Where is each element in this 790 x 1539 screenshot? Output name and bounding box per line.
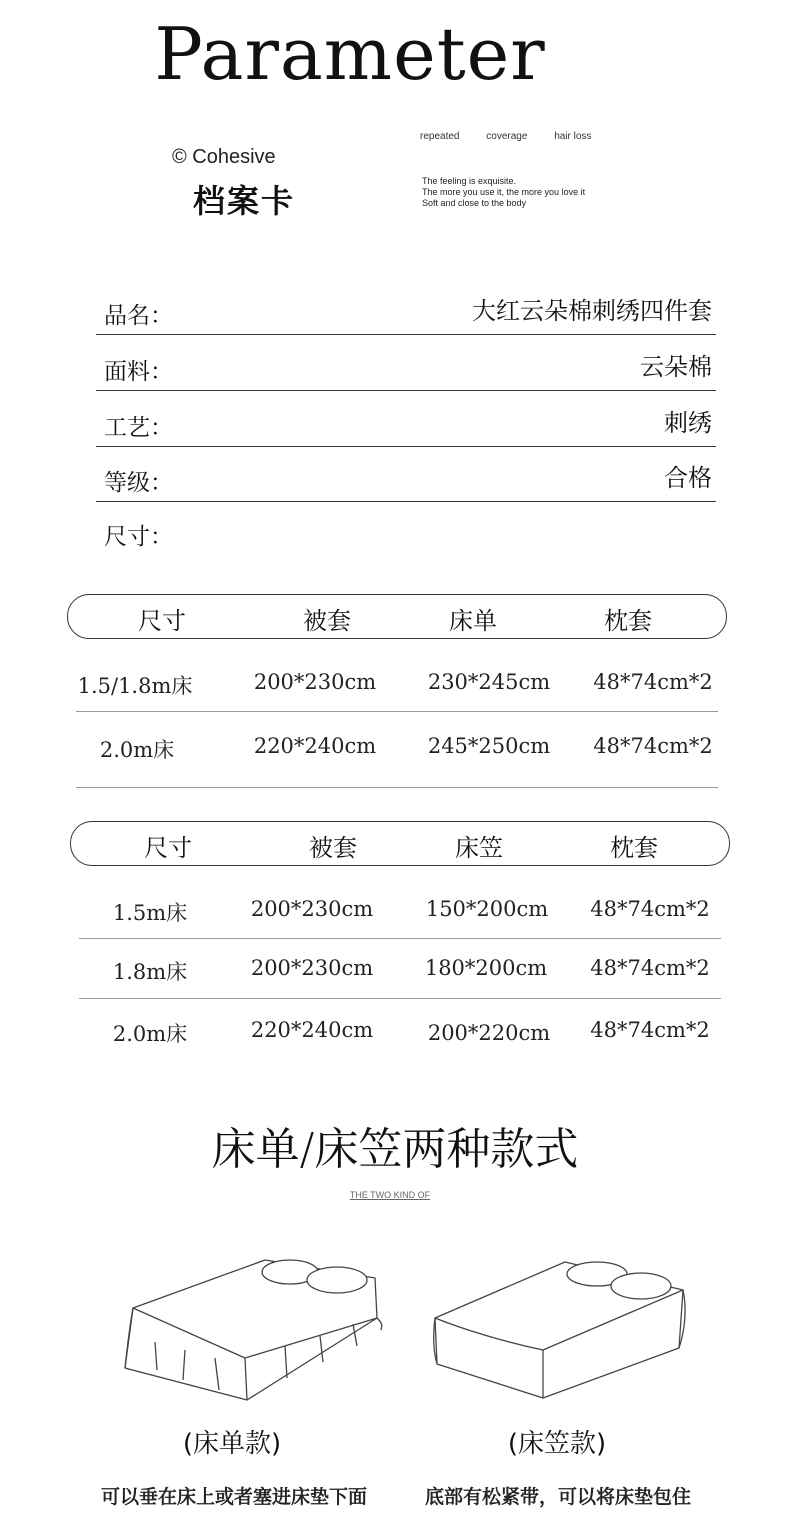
param-value: 云朵棉 [640, 353, 712, 381]
table-cell: 230*245cm [427, 670, 551, 694]
row-divider [76, 787, 718, 788]
param-value: 合格 [664, 464, 712, 492]
table-cell: 48*74cm*2 [590, 897, 710, 921]
param-row-fabric [96, 348, 716, 391]
param-row-size [96, 513, 716, 555]
table1-header-cell: 尺寸 [138, 607, 186, 635]
table-cell: 220*240cm [253, 734, 377, 758]
row-divider [76, 711, 718, 712]
table-row [0, 897, 790, 927]
page-title: Parameter [154, 12, 546, 96]
table2-header-cell: 被套 [309, 834, 357, 862]
table-row [0, 734, 790, 764]
table2-header-labels [70, 828, 730, 862]
table-cell: 150*200cm [425, 897, 549, 921]
table-cell: 48*74cm*2 [590, 956, 710, 980]
table-row [0, 956, 790, 986]
styles-title: 床单/床笠两种款式 [211, 1124, 579, 1175]
table-cell: 48*74cm*2 [593, 734, 713, 758]
styles-subtitle: THE TWO KIND OF [349, 1190, 431, 1200]
table-cell: 1.5/1.8m床 [77, 674, 193, 698]
tag-item: coverage [486, 131, 528, 142]
tagline: The feeling is exquisite. [422, 176, 517, 186]
flat-sheet-illustration [115, 1250, 390, 1410]
tagline: Soft and close to the body [422, 198, 527, 208]
tagline: The more you use it, the more you love it [422, 187, 586, 197]
param-value: 大红云朵棉刺绣四件套 [472, 297, 712, 325]
brand-name: © Cohesive [172, 146, 276, 168]
table2-header-cell: 枕套 [610, 834, 658, 862]
param-label: 面料： [104, 359, 173, 385]
table2-header-cell: 尺寸 [144, 834, 192, 862]
param-label: 工艺： [104, 415, 173, 441]
fitted-sheet-caption: (床笠款) [507, 1429, 607, 1459]
param-label: 等级： [104, 470, 173, 496]
fitted-sheet-illustration [425, 1250, 695, 1410]
param-row-name [96, 292, 716, 335]
tag-list [420, 131, 615, 142]
table-cell: 1.5m床 [112, 901, 188, 925]
card-label: 档案卡 [193, 182, 296, 220]
tag-item: repeated [420, 131, 460, 142]
tag-item: hair loss [554, 131, 592, 142]
param-row-grade [96, 459, 716, 502]
table-cell: 48*74cm*2 [593, 670, 713, 694]
row-divider [79, 938, 721, 939]
param-label: 品名： [104, 303, 173, 329]
table-cell: 2.0m床 [112, 1022, 188, 1046]
table-cell: 245*250cm [427, 734, 551, 758]
param-label: 尺寸： [104, 524, 173, 550]
table-cell: 48*74cm*2 [590, 1018, 710, 1042]
table1-header-cell: 枕套 [604, 607, 652, 635]
table-cell: 200*230cm [253, 670, 377, 694]
param-row-craft [96, 404, 716, 447]
row-divider [79, 998, 721, 999]
table1-header-cell: 床单 [449, 607, 497, 635]
table1-header-labels [67, 601, 727, 635]
table2-header-cell: 床笠 [455, 834, 503, 862]
table-cell: 200*230cm [250, 897, 374, 921]
table-cell: 200*230cm [250, 956, 374, 980]
table-cell: 180*200cm [424, 956, 548, 980]
table-cell: 1.8m床 [112, 960, 188, 984]
fitted-sheet-description: 底部有松紧带，可以将床垫包住 [424, 1486, 692, 1508]
table-cell: 200*220cm [427, 1021, 551, 1045]
taglines [422, 176, 585, 209]
flat-sheet-description: 可以垂在床上或者塞进床垫下面 [100, 1486, 368, 1508]
flat-sheet-caption: (床单款) [182, 1429, 282, 1459]
table-cell: 220*240cm [250, 1018, 374, 1042]
table1-header-cell: 被套 [303, 607, 351, 635]
table-row [0, 1018, 790, 1048]
table-cell: 2.0m床 [99, 738, 175, 762]
table-row [0, 670, 790, 700]
param-value: 刺绣 [664, 409, 712, 437]
